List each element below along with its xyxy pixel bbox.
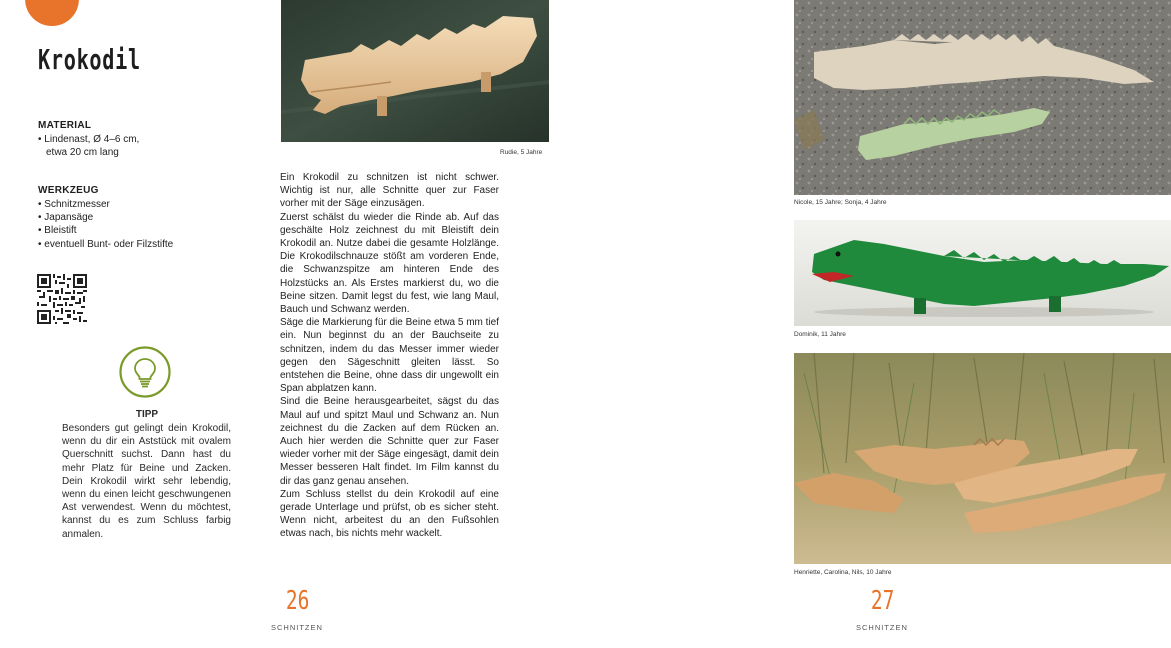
- page-number-right: 27: [870, 586, 895, 616]
- tipp-text: Besonders gut gelingt dein Krokodil, wenn du dir ein Aststück mit ovalem Querschnitt suchst. Dann hast du mehr Platz für Beine und Zacken. Dein Krokodil wirkt sehr lebendig, wenn du einen leicht geschwungenen Ast verwendest. Wenn du möchtest, kannst du es zum Schluss farbig anmalen.: [62, 423, 231, 540]
- material-heading: MATERIAL: [38, 120, 92, 131]
- list-item: etwa 20 cm lang: [46, 147, 119, 159]
- list-item: • Japansäge: [38, 212, 94, 224]
- lightbulb-icon: [119, 346, 171, 398]
- photo-two-crocodiles-on-stone: [794, 0, 1171, 195]
- paragraph: Zuerst schälst du wieder die Rinde ab. Auf das geschälte Holz zeichnest du mit Bleistift dein Krokodil an. Nutze dabei die gesamte Holzlänge. Die Krokodilschnauze stößt am vorderen Ende, die Schwanzspitze am hinteren Ende des Holzstücks an. Als Erstes markierst du, wo die Beine sitzen. Damit legst du fest, wie lang Maul, Bauch und Schwanz werden.: [280, 211, 499, 316]
- paragraph: Zum Schluss stellst du dein Krokodil auf eine gerade Unterlage und prüfst, ob es sicher steht. Wenn nicht, arbeitest du an den Fußsohlen etwas nach, bis nichts mehr wackelt.: [280, 488, 499, 540]
- photo-green-painted-crocodile: [794, 220, 1171, 326]
- photo-three-crocodiles-in-grass: [794, 353, 1171, 564]
- photo-carved-crocodile-green-background: [281, 0, 549, 142]
- instructions-text: [280, 171, 499, 541]
- photo2-caption: Nicole, 15 Jahre; Sonja, 4 Jahre: [794, 199, 887, 206]
- werkzeug-heading: WERKZEUG: [38, 185, 99, 196]
- list-item: • Lindenast, Ø 4–6 cm,: [38, 134, 140, 145]
- list-item: • eventuell Bunt- oder Filzstifte: [38, 238, 174, 250]
- photo4-caption: Henriette, Carolina, Nils, 10 Jahre: [794, 569, 892, 576]
- photo3-caption: Dominik, 11 Jahre: [794, 331, 846, 338]
- werkzeug-list: [38, 198, 173, 251]
- list-item: • Schnitzmesser: [38, 199, 110, 210]
- page-title: Krokodil: [38, 43, 141, 76]
- paragraph: Säge die Markierung für die Beine etwa 5 mm tief ein. Nun beginnst du an der Bauchseite zu schnitzen, indem du das Messer immer wieder gegen den Sägeschnitt gleiten lässt. So entstehen die Beine, ohne dass dir ungewollt ein Span abplatzen kann.: [280, 317, 499, 395]
- list-item: • Bleistift: [38, 225, 77, 237]
- photo1-caption: Rudie, 5 Jahre: [500, 149, 543, 156]
- section-label-left: SCHNITZEN: [271, 623, 323, 632]
- material-list: [38, 133, 139, 159]
- orange-corner-dot: [25, 0, 79, 26]
- paragraph: Ein Krokodil zu schnitzen ist nicht schwer. Wichtig ist nur, alle Schnitte quer zur Faser vorher mit der Säge einzusägen.: [280, 172, 499, 210]
- page-number-left: 26: [285, 586, 310, 616]
- paragraph: Sind die Beine herausgearbeitet, sägst du das Maul auf und spitzt Maul und Schwanz an. Nun zeichnest du die Zacken auf dem Rücken an. Auch hier werden die Schnitte quer zur Faser wieder vorher mit der Säge eingesägt, damit dein Messer besseren Halt findet. Im Film kannst du dir das ganz genau ansehen.: [280, 396, 499, 487]
- qr-code-icon[interactable]: [37, 274, 87, 324]
- section-label-right: SCHNITZEN: [856, 623, 908, 632]
- tipp-heading: TIPP: [135, 409, 159, 420]
